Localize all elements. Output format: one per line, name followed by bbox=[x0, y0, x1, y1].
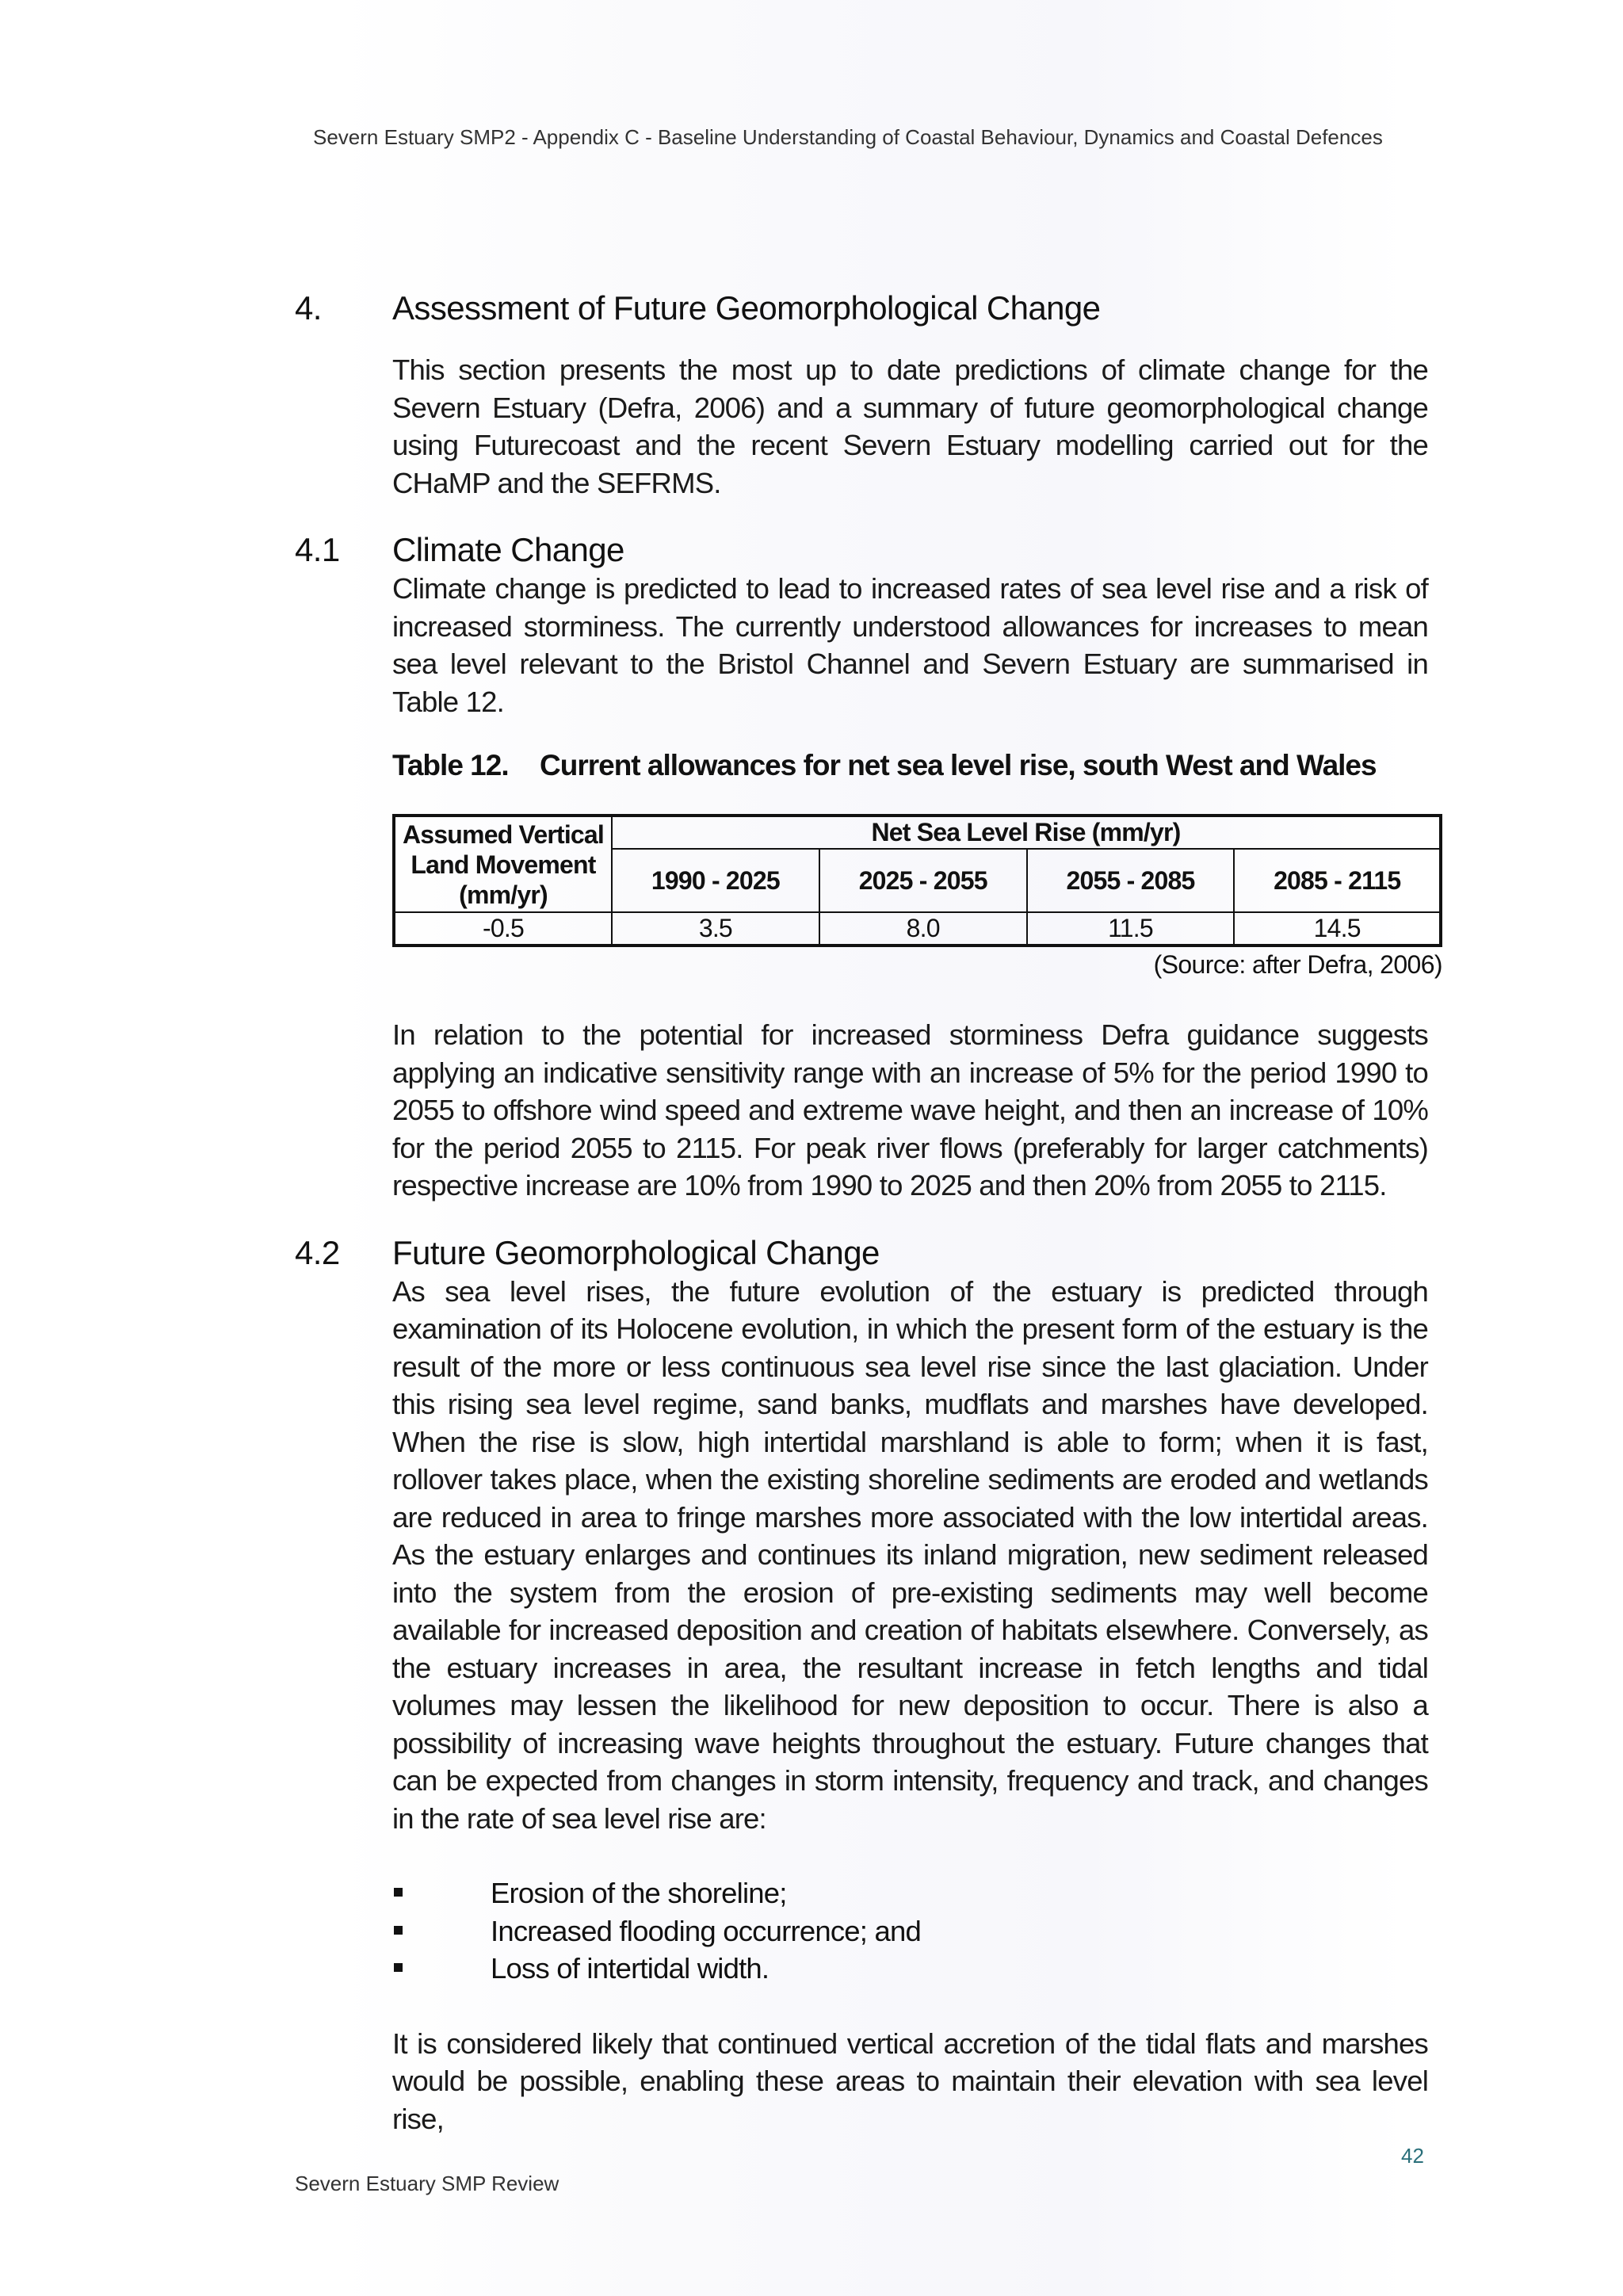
list-item-text: Loss of intertidal width. bbox=[491, 1952, 769, 1985]
table-source-note: (Source: after Defra, 2006) bbox=[1153, 950, 1442, 979]
section-number: 4.1 bbox=[295, 531, 340, 568]
land-movement-value: -0.5 bbox=[394, 912, 612, 946]
table-number: Table 12. bbox=[392, 749, 509, 781]
sea-level-rise-table bbox=[392, 814, 1442, 947]
section-number: 4.2 bbox=[295, 1233, 340, 1271]
period-header: 2025 - 2055 bbox=[819, 849, 1027, 912]
footer-title: Severn Estuary SMP Review bbox=[295, 2172, 559, 2195]
land-movement-header: Assumed Vertical Land Movement (mm/yr) bbox=[394, 816, 612, 912]
climate-change-paragraph: Climate change is predicted to lead to increased rates of sea level rise and a risk of increased storminess. The currently understood allowances for increases to mean sea level relevant to the Bristol Channel and Severn Estuary are summarised in Table 12. bbox=[392, 572, 1428, 718]
section-title: Assessment of Future Geomorphological Change bbox=[392, 289, 1101, 327]
bullet-icon bbox=[394, 1963, 403, 1972]
net-sea-level-rise-header: Net Sea Level Rise (mm/yr) bbox=[612, 816, 1441, 849]
bullet-icon bbox=[394, 1926, 403, 1935]
bullet-icon bbox=[394, 1888, 403, 1897]
page-number: 42 bbox=[1401, 2144, 1424, 2168]
geomorphology-paragraph: As sea level rises, the future evolution of the estuary is predicted through examination of its Holocene evolution, in which the present form of the estuary is the result of the more or less continuous sea level rise since the last glaciation. Under this rising sea level regime, sand banks, mudflats and marshes have developed. When the rise is slow, high intertidal marshland is able to form; when it is fast, rollover takes place, when the existing shoreline sediments are eroded and wetlands are reduced in area to fringe marshes more associated with the low intertidal areas. As the estuary enlarges and continues its inland migration, new sediment released into the system from the erosion of pre-existing sediments may well become available for increased deposition and creation of habitats elsewhere. Conversely, as the estuary increases in area, the resultant increase in fetch lengths and tidal volumes may lessen the likelihood for new deposition to occur. There is also a possibility of increasing wave heights throughout the estuary. Future changes that can be expected from changes in storm intensity, frequency and track, and changes in the rate of sea level rise are: bbox=[392, 1274, 1428, 1835]
section-4-intro: This section presents the most up to date predictions of climate change for the Severn Estuary (Defra, 2006) and a summary of future geomorphological change using Futurecoast and the recent Severn Estuary modelling carried out for the CHaMP and the SEFRMS. bbox=[392, 353, 1428, 499]
section-number: 4. bbox=[295, 289, 322, 327]
list-item-text: Erosion of the shoreline; bbox=[491, 1877, 787, 1909]
rise-value: 11.5 bbox=[1027, 912, 1235, 946]
list-item bbox=[392, 1912, 1428, 1950]
section-title: Climate Change bbox=[392, 531, 624, 568]
period-header: 2055 - 2085 bbox=[1027, 849, 1235, 912]
table-row bbox=[394, 912, 1441, 946]
section-4-1-body bbox=[392, 570, 1442, 1205]
table-title: Current allowances for net sea level rise, south West and Wales bbox=[540, 749, 1377, 781]
period-header: 2085 - 2115 bbox=[1234, 849, 1441, 912]
page-content bbox=[295, 289, 1442, 2137]
rise-value: 8.0 bbox=[819, 912, 1027, 946]
period-header: 1990 - 2025 bbox=[612, 849, 819, 912]
list-item bbox=[392, 1874, 1428, 1912]
list-item bbox=[392, 1950, 1428, 1988]
section-4-2-body bbox=[392, 1273, 1428, 2138]
rise-value: 3.5 bbox=[612, 912, 819, 946]
table-caption bbox=[392, 749, 1428, 782]
running-header: Severn Estuary SMP2 - Appendix C - Baseline Understanding of Coastal Behaviour, Dynamics and Coastal Defences bbox=[313, 125, 1383, 149]
rise-value: 14.5 bbox=[1234, 912, 1441, 946]
section-4-2-heading bbox=[295, 1233, 1428, 1273]
changes-list bbox=[392, 1874, 1428, 1988]
accretion-paragraph: It is considered likely that continued vertical accretion of the tidal flats and marshes would be possible, enabling these areas to maintain their elevation with sea level rise, bbox=[392, 2027, 1428, 2135]
section-4-1-heading bbox=[295, 530, 1428, 570]
section-4-body bbox=[392, 351, 1428, 502]
list-item-text: Increased flooding occurrence; and bbox=[491, 1914, 921, 1947]
storminess-paragraph: In relation to the potential for increased storminess Defra guidance suggests applying an indicative sensitivity range with an increase of 5% for the period 1990 to 2055 to offshore wind speed and extreme wave height, and then an increase of 10% for the period 2055 to 2115. For peak river flows (preferably for larger catchments) respective increase are 10% from 1990 to 2025 and then 20% from 2055 to 2115. bbox=[392, 1018, 1428, 1201]
section-title: Future Geomorphological Change bbox=[392, 1233, 880, 1271]
section-4-heading bbox=[295, 289, 1428, 327]
